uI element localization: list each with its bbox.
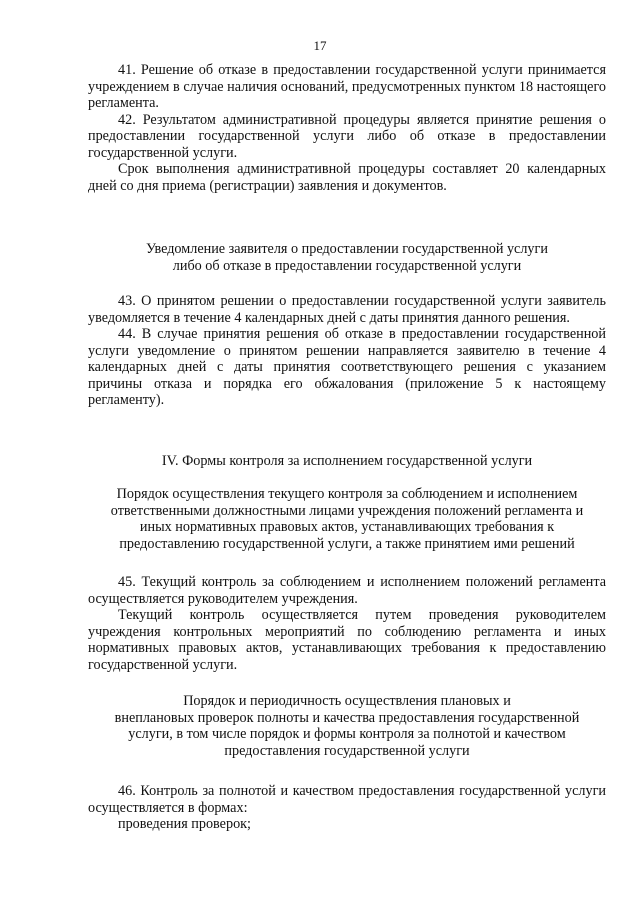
heading-line: услуги, в том числе порядок и формы контроля за полнотой и качеством — [128, 726, 566, 742]
section-title — [88, 453, 606, 470]
heading-line: ответственными должностными лицами учреждения положений регламента и — [110, 502, 584, 519]
heading-inspections — [88, 693, 606, 759]
text-block-inspections — [88, 783, 606, 833]
text-block-decision — [88, 62, 606, 194]
text-block-current-control — [88, 574, 606, 673]
paragraph-control-measures: Текущий контроль осуществляется путем проведения руководителем учреждения контрольных мероприятий по соблюдению регламента и иных нормативных правовых актов, устанавливающих требования к предоставлению государственной услуги. — [88, 607, 606, 673]
heading-notification — [88, 241, 606, 274]
paragraph-term: Срок выполнения административной процедуры составляет 20 календарных дней со дня приема (регистрации) заявления и документов. — [88, 161, 606, 194]
paragraph-44: 44. В случае принятия решения об отказе в предоставлении государственной услуги уведомление о принятом решении направляется заявителю в течение 4 календарных дней с даты принятия соответствующего решения с указанием причины отказа и порядка его обжалования (приложение 5 к настоящему регламенту). — [88, 326, 606, 408]
heading-line: внеплановых проверок полноты и качества предоставления государственной — [114, 709, 580, 726]
list-item-inspections: проведения проверок; — [118, 816, 251, 832]
heading-line: предоставлению государственной услуги, а также принятием ими решений — [119, 535, 575, 552]
text-block-notification — [88, 293, 606, 409]
heading-line: либо об отказе в предоставлении государственной услуги — [172, 257, 522, 274]
heading-line: Порядок и периодичность осуществления плановых и — [183, 693, 511, 709]
paragraph-42: 42. Результатом административной процедуры является принятие решения о предоставлении государственной услуги либо об отказе в предоставлении государственной услуги. — [88, 111, 606, 161]
paragraph-46: 46. Контроль за полнотой и качеством предоставления государственной услуги осуществляется в формах: — [88, 783, 606, 816]
heading-line: иных нормативных правовых актов, устанавливающих требования к — [139, 519, 555, 535]
heading-line: Уведомление заявителя о предоставлении государственной услуги — [146, 241, 548, 257]
page-number: 17 — [313, 38, 327, 53]
section-title-text: IV. Формы контроля за исполнением государственной услуги — [161, 453, 533, 469]
heading-current-control — [88, 486, 606, 552]
heading-line: предоставления государственной услуги — [224, 742, 470, 759]
paragraph-43: 43. О принятом решении о предоставлении государственной услуги заявитель уведомляется в течение 4 календарных дней с даты принятия данного решения. — [88, 293, 606, 326]
paragraph-41: 41. Решение об отказе в предоставлении государственной услуги принимается учреждением в случае наличия оснований, предусмотренных пунктом 18 настоящего регламента. — [88, 62, 606, 111]
heading-line: Порядок осуществления текущего контроля за соблюдением и исполнением — [116, 486, 578, 502]
paragraph-45: 45. Текущий контроль за соблюдением и исполнением положений регламента осуществляется руководителем учреждения. — [88, 574, 606, 607]
